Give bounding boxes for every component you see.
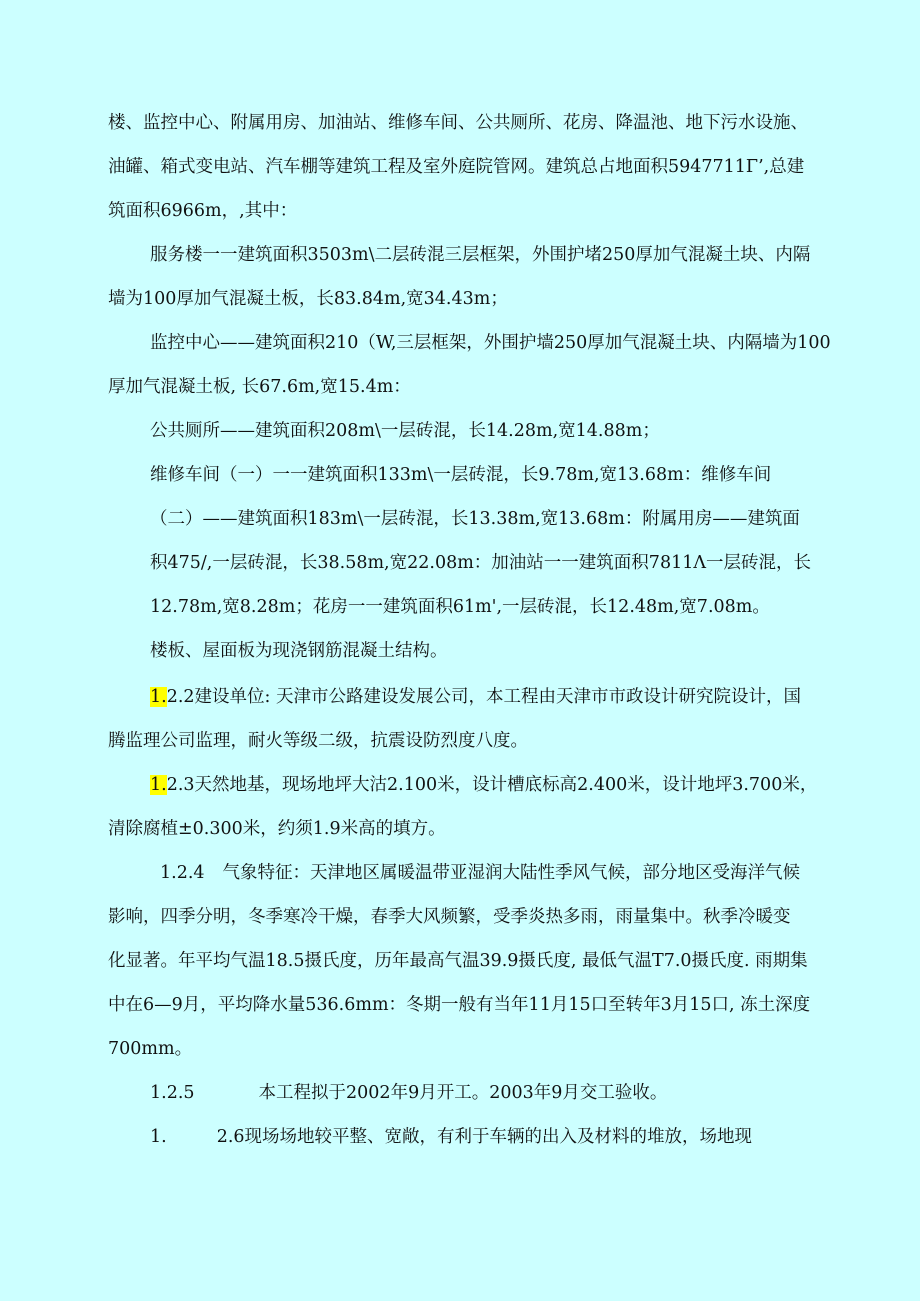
text-line: 维修车间（一）一一建筑面积133m\一层砖混，长9.78m,宽13.68m：维修车间: [150, 465, 772, 485]
text-line: 影响，四季分明，冬季寒冷干燥，春季大风频繁，受季炎热多雨，雨量集中。秋季冷暖变: [108, 907, 791, 927]
text-line: 楼板、屋面板为现浇钢筋混凝土结构。: [150, 641, 448, 661]
text-line: 中在6—9月，平均降水量536.6mm：冬期一般有当年11月15口至转年3月15口, 冻土深度: [108, 995, 811, 1015]
text-span: 本工程拟于2002年9月开工。2003年9月交工验收。: [258, 1083, 668, 1103]
section-1-2-4: [160, 861, 910, 885]
text-line: 油罐、箱式变电站、汽车棚等建筑工程及室外庭院管网。建筑总占地面积5947711Γ’,总建: [108, 157, 805, 177]
text-span: 2.3天然地基，现场地坪大沽2.100米，设计槽底标高2.400米，设计地坪3.700米，: [166, 775, 818, 795]
highlight-mark: 1.: [150, 687, 167, 707]
text-line: 公共厕所——建筑面积208m\一层砖混，长14.28m,宽14.88m；: [150, 421, 660, 441]
text-line: 700mm。: [108, 1039, 193, 1059]
section-1-2-5: [150, 1081, 910, 1105]
text-line: 楼、监控中心、附属用房、加油站、维修车间、公共厕所、花房、降温池、地下污水设施、: [108, 113, 808, 133]
text-span: 气象特征：天津地区属暖温带亚湿润大陆性季风气候，部分地区受海洋气候: [222, 863, 801, 883]
section-number: 1.2.5: [150, 1083, 195, 1103]
highlight-mark: 1.: [150, 775, 167, 795]
text-line: 积475/,一层砖混，长38.58m,宽22.08m：加油站一一建筑面积7811Λ一层砖混，长: [150, 553, 811, 573]
text-line: 监控中心——建筑面积210（W,三层框架，外围护墙250厚加气混凝土块、内隔墙为100: [150, 333, 831, 353]
section-1-2-3: [150, 773, 910, 797]
text-line: 墙为100厚加气混凝土板，长83.84m,宽34.43m；: [108, 289, 508, 309]
text-span: 2.6现场场地较平整、宽敞，有利于车辆的出入及材料的堆放，场地现: [216, 1127, 753, 1147]
text-line: 厚加气混凝土板, 长67.6m,宽15.4m：: [108, 377, 411, 397]
section-number: 1.2.4: [160, 863, 205, 883]
text-span: 2.2建设单位: 天津市公路建设发展公司，本工程由天津市市政设计研究院设计，国: [166, 687, 801, 707]
text-line: 服务楼一一建筑面积3503m\二层砖混三层框架，外围护堵250厚加气混凝土块、内隔: [150, 245, 811, 265]
text-line: 筑面积6966m，,其中：: [108, 201, 298, 221]
section-1-2-2: [150, 685, 910, 709]
text-line: 清除腐植±0.300米，约须1.9米高的填方。: [108, 819, 446, 839]
section-number: 1.: [150, 1127, 167, 1147]
text-line: 化显著。年平均气温18.5摄氏度，历年最高气温39.9摄氏度, 最低气温T7.0摄氏度. 雨期集: [108, 951, 808, 971]
text-line: （二）——建筑面积183m\一层砖混，长13.38m,宽13.68m：附属用房——建筑面: [150, 509, 800, 529]
section-1-2-6: [150, 1125, 910, 1149]
text-line: 腾监理公司监理，耐火等级二级，抗震设防烈度八度。: [108, 731, 528, 751]
text-line: 12.78m,宽8.28m；花房一一建筑面积61m',一层砖混，长12.48m,宽7.08m。: [150, 597, 770, 617]
